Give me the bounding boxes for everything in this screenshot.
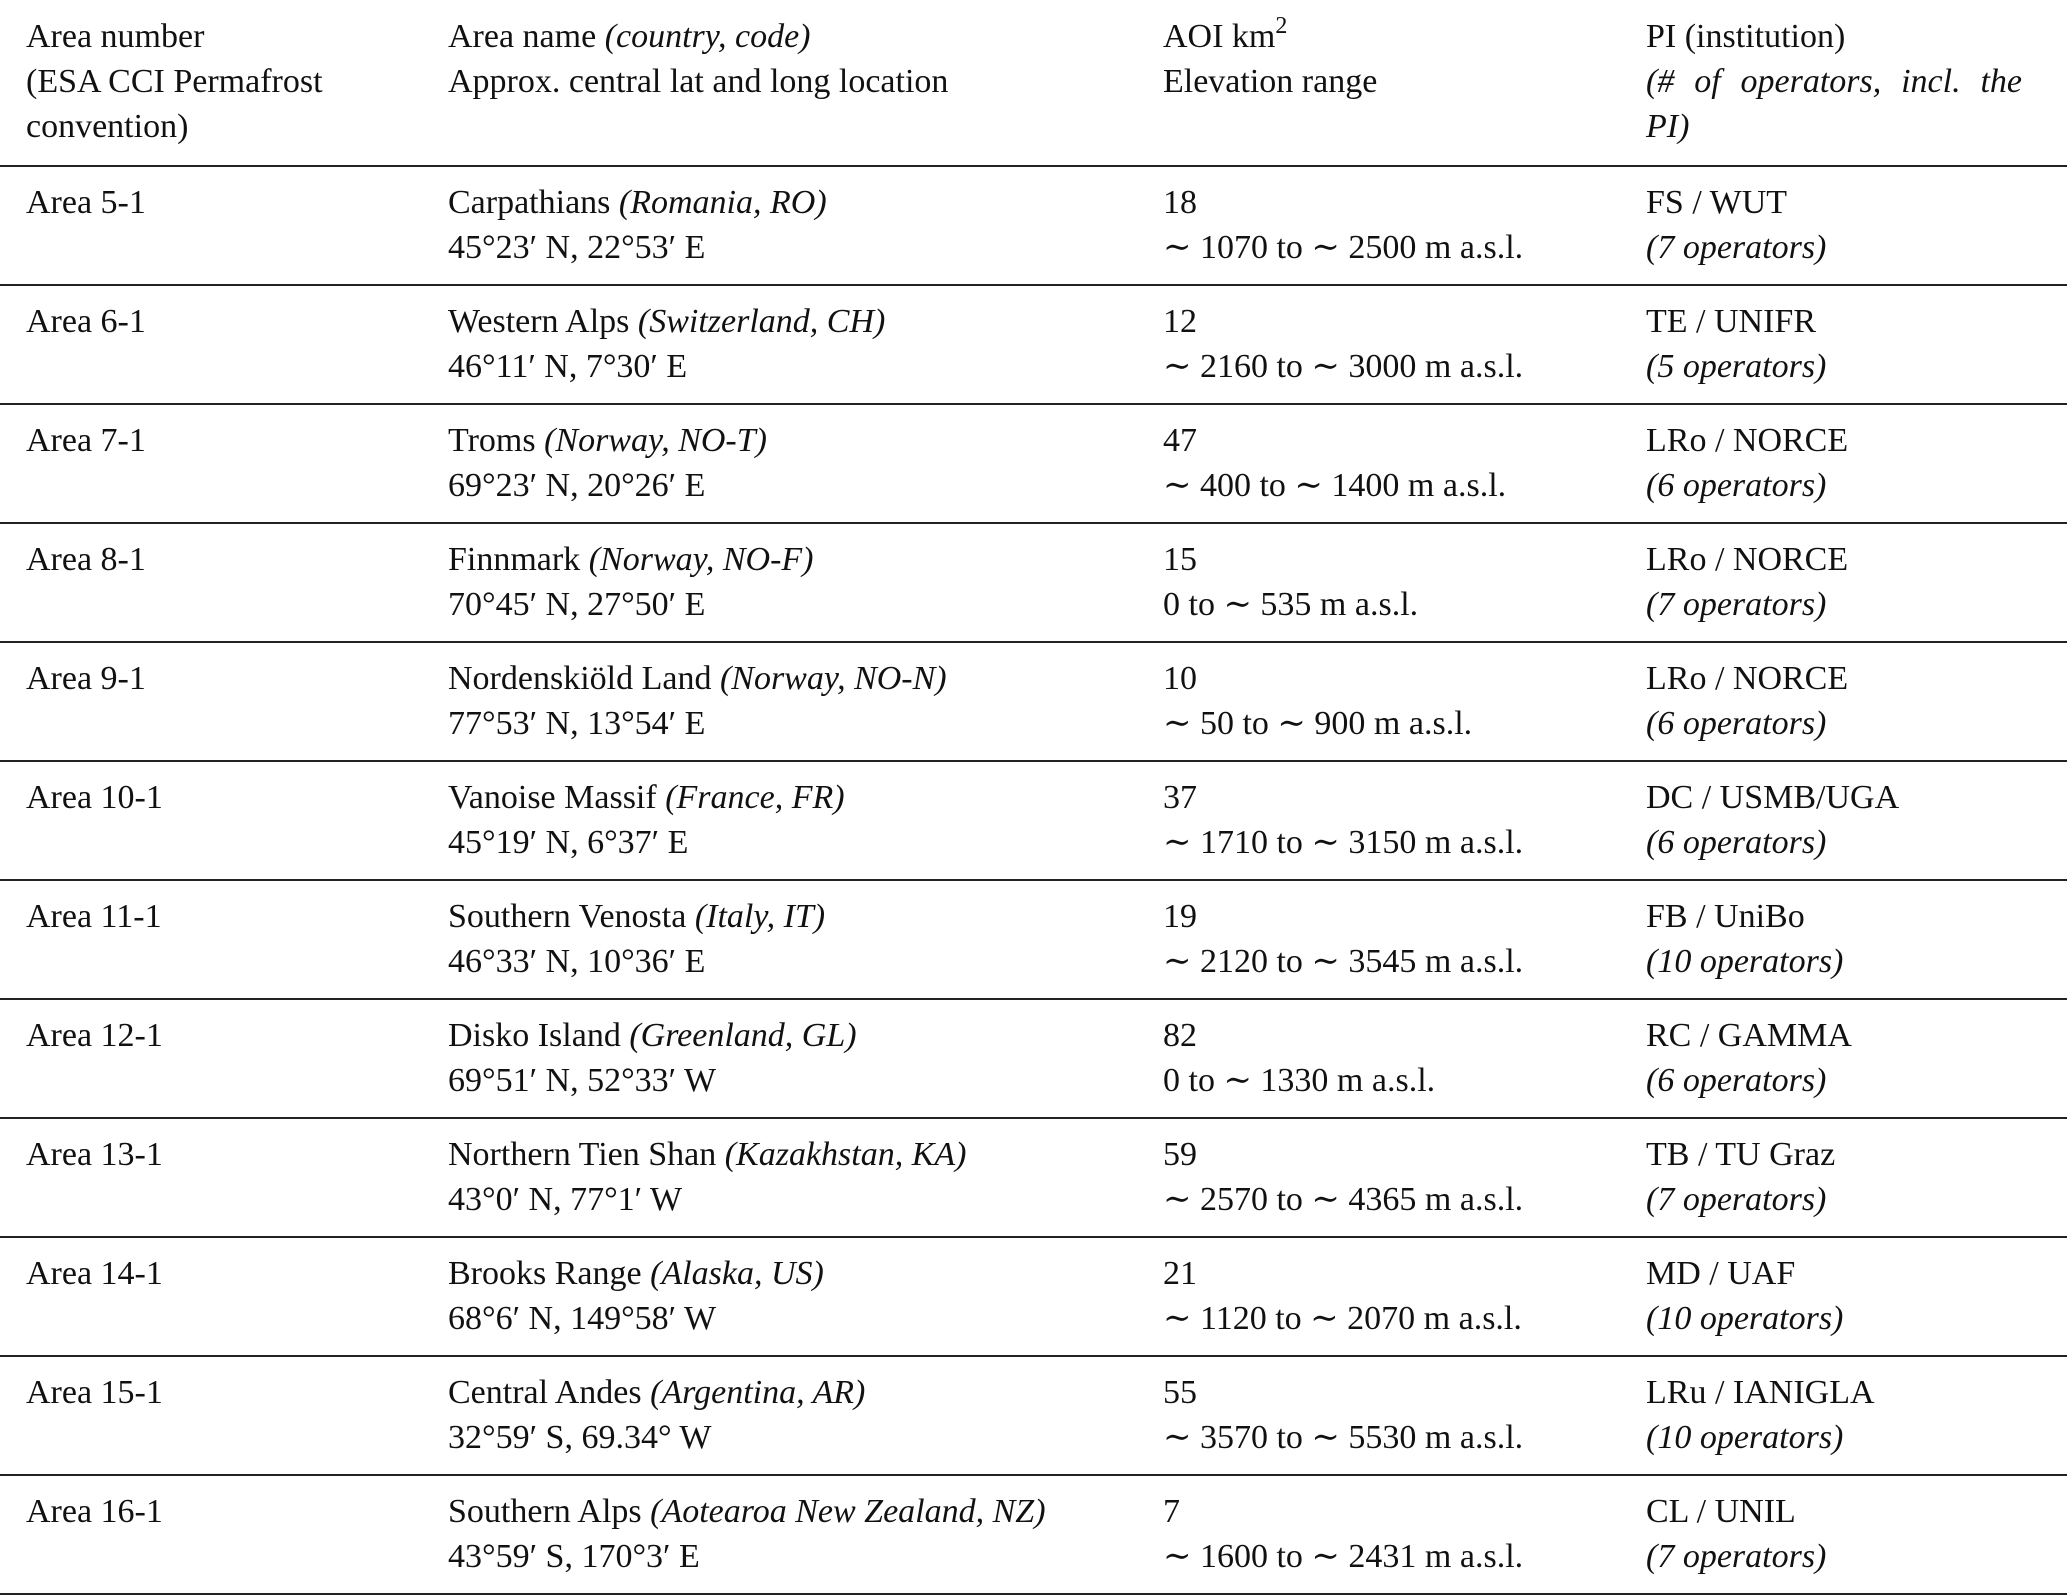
pi-institution: LRu / IANIGLA	[1646, 1374, 1875, 1411]
cell-area-number	[0, 1356, 448, 1475]
area-name: Southern Alps	[448, 1493, 642, 1530]
cell-area-name	[448, 761, 1163, 880]
table-row	[0, 166, 2067, 285]
area-name: Brooks Range	[448, 1255, 642, 1292]
area-location: 46°33′ N, 10°36′ E	[448, 943, 706, 980]
cell-area-name	[448, 404, 1163, 523]
elevation-range: 0 to ∼ 1330 m a.s.l.	[1163, 1062, 1436, 1099]
elevation-range: ∼ 2120 to ∼ 3545 m a.s.l.	[1163, 943, 1524, 980]
cell-aoi	[1163, 404, 1646, 523]
cell-area-number	[0, 1237, 448, 1356]
elevation-range: ∼ 50 to ∼ 900 m a.s.l.	[1163, 705, 1473, 742]
area-name-line	[448, 894, 1163, 939]
area-number: Area 12-1	[26, 1017, 163, 1054]
operator-count: (6 operators)	[1646, 1062, 1827, 1099]
cell-area-name	[448, 1118, 1163, 1237]
area-number: Area 7-1	[26, 422, 146, 459]
table-row	[0, 523, 2067, 642]
table-row	[0, 1475, 2067, 1594]
aoi-value: 15	[1163, 541, 1197, 578]
area-country: (Kazakhstan, KA)	[724, 1136, 967, 1173]
area-name: Carpathians	[448, 184, 611, 221]
cell-area-number	[0, 642, 448, 761]
elevation-range: ∼ 2570 to ∼ 4365 m a.s.l.	[1163, 1181, 1524, 1218]
aoi-value: 19	[1163, 898, 1197, 935]
operator-count: (7 operators)	[1646, 229, 1827, 266]
area-name-line	[448, 299, 1163, 344]
cell-area-name	[448, 642, 1163, 761]
cell-aoi	[1163, 285, 1646, 404]
operator-count: (10 operators)	[1646, 1419, 1844, 1456]
operator-count: (7 operators)	[1646, 1181, 1827, 1218]
cell-aoi	[1163, 1356, 1646, 1475]
header-pi	[1646, 0, 2067, 166]
header-operators-line: (# of operators, incl. the	[1646, 63, 2022, 100]
area-number: Area 13-1	[26, 1136, 163, 1173]
header-operators-line-2: PI)	[1646, 108, 1690, 145]
area-name-line	[448, 537, 1163, 582]
aoi-value: 18	[1163, 184, 1197, 221]
area-location: 43°59′ S, 170°3′ E	[448, 1538, 700, 1575]
header-elevation-label: Elevation range	[1163, 63, 1378, 100]
area-name-line	[448, 1489, 1163, 1534]
cell-aoi	[1163, 880, 1646, 999]
cell-aoi	[1163, 999, 1646, 1118]
header-aoi-label: AOI km	[1163, 18, 1276, 55]
operator-count: (6 operators)	[1646, 824, 1827, 861]
aoi-value: 12	[1163, 303, 1197, 340]
cell-area-name	[448, 166, 1163, 285]
elevation-range: 0 to ∼ 535 m a.s.l.	[1163, 586, 1419, 623]
cell-area-name	[448, 1475, 1163, 1594]
area-name-line	[448, 1251, 1163, 1296]
area-name: Troms	[448, 422, 536, 459]
area-number: Area 16-1	[26, 1493, 163, 1530]
area-country: (Romania, RO)	[618, 184, 827, 221]
cell-area-number	[0, 880, 448, 999]
header-aoi-superscript: 2	[1275, 13, 1288, 39]
aoi-value: 59	[1163, 1136, 1197, 1173]
cell-area-name	[448, 1356, 1163, 1475]
area-country: (Italy, IT)	[694, 898, 826, 935]
cell-area-number	[0, 1118, 448, 1237]
area-location: 69°23′ N, 20°26′ E	[448, 467, 706, 504]
area-number: Area 10-1	[26, 779, 163, 816]
area-name: Nordenskiöld Land	[448, 660, 712, 697]
header-row	[0, 0, 2067, 166]
aoi-value: 47	[1163, 422, 1197, 459]
operator-count: (10 operators)	[1646, 943, 1844, 980]
cell-pi	[1646, 285, 2067, 404]
pi-institution: LRo / NORCE	[1646, 660, 1849, 697]
area-number: Area 6-1	[26, 303, 146, 340]
elevation-range: ∼ 1070 to ∼ 2500 m a.s.l.	[1163, 229, 1524, 266]
area-location: 77°53′ N, 13°54′ E	[448, 705, 706, 742]
cell-pi	[1646, 642, 2067, 761]
cell-pi	[1646, 761, 2067, 880]
header-area-name	[448, 0, 1163, 166]
area-number: Area 8-1	[26, 541, 146, 578]
pi-institution: TE / UNIFR	[1646, 303, 1816, 340]
table-row	[0, 1356, 2067, 1475]
aoi-value: 82	[1163, 1017, 1197, 1054]
cell-area-number	[0, 166, 448, 285]
cell-pi	[1646, 999, 2067, 1118]
cell-area-number	[0, 404, 448, 523]
header-location-label: Approx. central lat and long location	[448, 63, 949, 100]
table-body	[0, 166, 2067, 1594]
header-area-name-label: Area name	[448, 18, 597, 55]
area-name-line	[448, 775, 1163, 820]
cell-area-number	[0, 523, 448, 642]
cell-aoi	[1163, 166, 1646, 285]
area-number: Area 15-1	[26, 1374, 163, 1411]
area-location: 70°45′ N, 27°50′ E	[448, 586, 706, 623]
area-name-line	[448, 1370, 1163, 1415]
elevation-range: ∼ 400 to ∼ 1400 m a.s.l.	[1163, 467, 1507, 504]
area-name-line	[448, 656, 1163, 701]
area-location: 32°59′ S, 69.34° W	[448, 1419, 712, 1456]
cell-area-number	[0, 1475, 448, 1594]
area-number: Area 11-1	[26, 898, 162, 935]
operator-count: (7 operators)	[1646, 586, 1827, 623]
area-number: Area 9-1	[26, 660, 146, 697]
area-country: (Switzerland, CH)	[637, 303, 886, 340]
area-country: (Norway, NO-T)	[544, 422, 767, 459]
cell-pi	[1646, 1475, 2067, 1594]
header-area-number	[0, 0, 448, 166]
cell-aoi	[1163, 1237, 1646, 1356]
cell-pi	[1646, 166, 2067, 285]
elevation-range: ∼ 3570 to ∼ 5530 m a.s.l.	[1163, 1419, 1524, 1456]
cell-area-name	[448, 880, 1163, 999]
cell-area-number	[0, 999, 448, 1118]
table-row	[0, 1237, 2067, 1356]
area-name: Southern Venosta	[448, 898, 687, 935]
header-aoi	[1163, 0, 1646, 166]
cell-area-name	[448, 285, 1163, 404]
area-location: 43°0′ N, 77°1′ W	[448, 1181, 683, 1218]
table-row	[0, 999, 2067, 1118]
aoi-value: 37	[1163, 779, 1197, 816]
cell-pi	[1646, 1356, 2067, 1475]
elevation-range: ∼ 1600 to ∼ 2431 m a.s.l.	[1163, 1538, 1524, 1575]
pi-institution: LRo / NORCE	[1646, 541, 1849, 578]
table-row	[0, 880, 2067, 999]
cell-area-name	[448, 523, 1163, 642]
area-name-line	[448, 1013, 1163, 1058]
operator-count: (7 operators)	[1646, 1538, 1827, 1575]
area-number: Area 5-1	[26, 184, 146, 221]
header-aoi-line	[1163, 14, 1646, 59]
area-name: Disko Island	[448, 1017, 621, 1054]
header-area-number-line: (ESA CCI Permafrost	[26, 63, 323, 100]
area-country: (Alaska, US)	[650, 1255, 824, 1292]
header-area-number-line: Area number	[26, 18, 205, 55]
area-location: 68°6′ N, 149°58′ W	[448, 1300, 717, 1337]
pi-institution: MD / UAF	[1646, 1255, 1796, 1292]
cell-pi	[1646, 880, 2067, 999]
aoi-value: 21	[1163, 1255, 1197, 1292]
cell-pi	[1646, 523, 2067, 642]
aoi-value: 7	[1163, 1493, 1180, 1530]
table-row	[0, 1118, 2067, 1237]
cell-area-number	[0, 285, 448, 404]
area-country: (Argentina, AR)	[650, 1374, 866, 1411]
cell-area-name	[448, 1237, 1163, 1356]
elevation-range: ∼ 1120 to ∼ 2070 m a.s.l.	[1163, 1300, 1522, 1337]
area-name: Finnmark	[448, 541, 581, 578]
area-location: 45°19′ N, 6°37′ E	[448, 824, 689, 861]
header-pi-label: PI (institution)	[1646, 18, 1846, 55]
area-location: 45°23′ N, 22°53′ E	[448, 229, 706, 266]
table-row	[0, 642, 2067, 761]
area-country: (France, FR)	[665, 779, 845, 816]
area-name-line	[448, 1132, 1163, 1177]
operator-count: (6 operators)	[1646, 467, 1827, 504]
pi-institution: RC / GAMMA	[1646, 1017, 1852, 1054]
area-name-line	[448, 418, 1163, 463]
cell-aoi	[1163, 761, 1646, 880]
area-country: (Norway, NO-N)	[719, 660, 947, 697]
cell-pi	[1646, 1118, 2067, 1237]
cell-area-number	[0, 761, 448, 880]
table-header	[0, 0, 2067, 166]
header-area-number-line: convention)	[26, 108, 189, 145]
area-name-line	[448, 180, 1163, 225]
cell-pi	[1646, 404, 2067, 523]
elevation-range: ∼ 2160 to ∼ 3000 m a.s.l.	[1163, 348, 1524, 385]
header-area-name-line	[448, 14, 1163, 59]
cell-pi	[1646, 1237, 2067, 1356]
area-country: (Norway, NO-F)	[588, 541, 814, 578]
table-row	[0, 761, 2067, 880]
operator-count: (6 operators)	[1646, 705, 1827, 742]
table-row	[0, 285, 2067, 404]
pi-institution: FB / UniBo	[1646, 898, 1805, 935]
area-location: 46°11′ N, 7°30′ E	[448, 348, 688, 385]
cell-aoi	[1163, 1118, 1646, 1237]
area-name: Western Alps	[448, 303, 630, 340]
pi-institution: TB / TU Graz	[1646, 1136, 1836, 1173]
pi-institution: LRo / NORCE	[1646, 422, 1849, 459]
pi-institution: DC / USMB/UGA	[1646, 779, 1900, 816]
area-number: Area 14-1	[26, 1255, 163, 1292]
pi-institution: CL / UNIL	[1646, 1493, 1796, 1530]
cell-aoi	[1163, 1475, 1646, 1594]
header-country-code-label: (country, code)	[604, 18, 811, 55]
operator-count: (10 operators)	[1646, 1300, 1844, 1337]
area-country: (Greenland, GL)	[629, 1017, 857, 1054]
area-name: Vanoise Massif	[448, 779, 657, 816]
cell-area-name	[448, 999, 1163, 1118]
header-operators-label	[1646, 59, 2067, 104]
area-name: Northern Tien Shan	[448, 1136, 717, 1173]
aoi-value: 55	[1163, 1374, 1197, 1411]
area-country: (Aotearoa New Zealand, NZ)	[650, 1493, 1046, 1530]
operator-count: (5 operators)	[1646, 348, 1827, 385]
area-location: 69°51′ N, 52°33′ W	[448, 1062, 717, 1099]
cell-aoi	[1163, 523, 1646, 642]
area-name: Central Andes	[448, 1374, 642, 1411]
cell-aoi	[1163, 642, 1646, 761]
elevation-range: ∼ 1710 to ∼ 3150 m a.s.l.	[1163, 824, 1524, 861]
aoi-value: 10	[1163, 660, 1197, 697]
pi-institution: FS / WUT	[1646, 184, 1788, 221]
table-row	[0, 404, 2067, 523]
